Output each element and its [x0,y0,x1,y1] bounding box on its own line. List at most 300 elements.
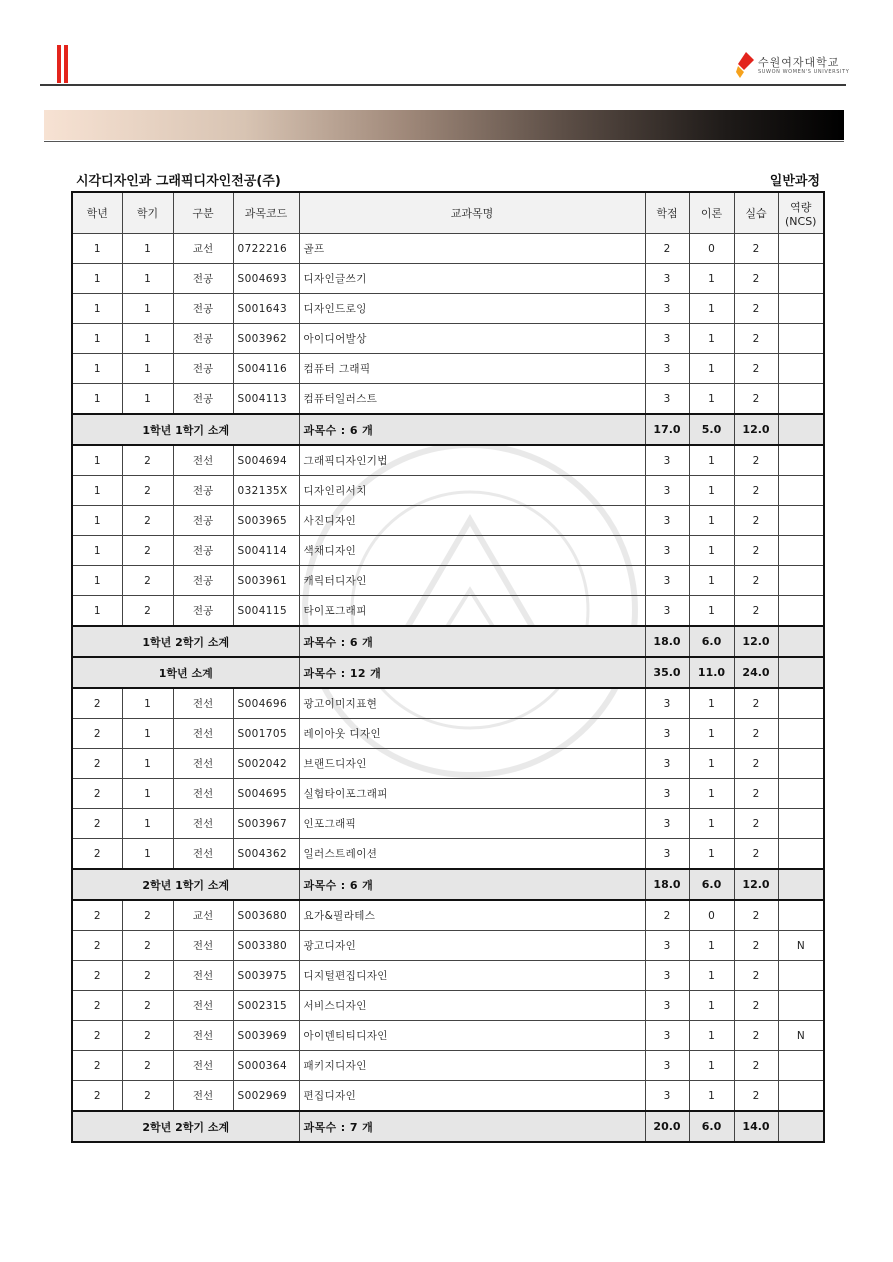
subtotal-credits: 35.0 [645,657,689,688]
subtotal-theory: 11.0 [689,657,734,688]
cell-course-code: S003380 [233,931,299,961]
subtotal-course-count: 과목수 : 6 개 [299,626,645,657]
cell-course-name: 레이아웃 디자인 [299,719,645,749]
cell-ncs: N [778,1021,824,1051]
subtotal-ncs [778,626,824,657]
cell-semester: 2 [122,596,173,627]
course-row [72,476,824,506]
cell-semester: 1 [122,688,173,719]
subtotal-course-count: 과목수 : 7 개 [299,1111,645,1142]
cell-theory: 1 [689,445,734,476]
cell-course-code: S003962 [233,324,299,354]
cell-course-name: 색채디자인 [299,536,645,566]
subtotal-label: 1학년 1학기 소계 [72,414,299,445]
cell-course-code: S000364 [233,1051,299,1081]
cell-course-code: 032135X [233,476,299,506]
cell-year: 1 [72,596,122,627]
cell-year: 2 [72,719,122,749]
subtotal-label: 1학년 소계 [72,657,299,688]
cell-practice: 2 [734,1081,778,1112]
cell-course-code: S003975 [233,961,299,991]
cell-credits: 3 [645,719,689,749]
cell-ncs [778,234,824,264]
cell-credits: 2 [645,234,689,264]
cell-practice: 2 [734,749,778,779]
header-divider [40,84,846,86]
cell-category: 전선 [173,749,233,779]
cell-category: 전선 [173,445,233,476]
cell-category: 전선 [173,839,233,870]
cell-course-code: S002315 [233,991,299,1021]
course-row [72,506,824,536]
course-row [72,688,824,719]
cell-practice: 2 [734,324,778,354]
cell-practice: 2 [734,354,778,384]
section-gradient-band [44,110,844,140]
course-row [72,596,824,627]
cell-category: 전공 [173,294,233,324]
cell-course-name: 사진디자인 [299,506,645,536]
course-row [72,779,824,809]
cell-ncs [778,809,824,839]
cell-course-code: S004693 [233,264,299,294]
cell-category: 교선 [173,234,233,264]
cell-semester: 1 [122,354,173,384]
cell-semester: 1 [122,294,173,324]
cell-year: 2 [72,900,122,931]
cell-theory: 1 [689,779,734,809]
cell-theory: 1 [689,961,734,991]
subtotal-row [72,1111,824,1142]
cell-ncs [778,536,824,566]
curriculum-table [71,191,825,1143]
cell-course-code: S003961 [233,566,299,596]
subtotal-ncs [778,1111,824,1142]
cell-theory: 1 [689,931,734,961]
cell-course-code: S004695 [233,779,299,809]
cell-category: 전선 [173,779,233,809]
subtotal-ncs [778,657,824,688]
cell-category: 전공 [173,264,233,294]
cell-course-name: 디지털편집디자인 [299,961,645,991]
subtotal-practice: 14.0 [734,1111,778,1142]
col-ncs-header: 역량 (NCS) [778,192,824,234]
course-row [72,234,824,264]
subtotal-row [72,414,824,445]
cell-course-name: 디자인글쓰기 [299,264,645,294]
cell-ncs [778,264,824,294]
cell-ncs [778,324,824,354]
subtotal-ncs [778,414,824,445]
cell-year: 2 [72,779,122,809]
course-row [72,264,824,294]
subtotal-course-count: 과목수 : 12 개 [299,657,645,688]
cell-category: 전공 [173,536,233,566]
cell-practice: 2 [734,384,778,415]
subtotal-course-count: 과목수 : 6 개 [299,414,645,445]
cell-credits: 3 [645,354,689,384]
cell-credits: 3 [645,779,689,809]
course-row [72,809,824,839]
cell-practice: 2 [734,719,778,749]
cell-theory: 1 [689,264,734,294]
cell-ncs [778,596,824,627]
cell-practice: 2 [734,1051,778,1081]
university-logo-icon [736,52,754,78]
cell-theory: 1 [689,1021,734,1051]
cell-category: 전공 [173,324,233,354]
cell-category: 전선 [173,1081,233,1112]
cell-theory: 1 [689,719,734,749]
cell-course-code: S004113 [233,384,299,415]
subtotal-practice: 12.0 [734,869,778,900]
cell-ncs [778,384,824,415]
col-credits-header: 학점 [645,192,689,234]
cell-credits: 3 [645,749,689,779]
course-row [72,566,824,596]
cell-course-name: 광고이미지표현 [299,688,645,719]
cell-course-name: 인포그래픽 [299,809,645,839]
subtotal-practice: 24.0 [734,657,778,688]
subtotal-theory: 6.0 [689,626,734,657]
cell-theory: 1 [689,688,734,719]
cell-year: 1 [72,384,122,415]
cell-category: 전선 [173,809,233,839]
cell-year: 1 [72,324,122,354]
cell-ncs [778,749,824,779]
cell-practice: 2 [734,779,778,809]
cell-year: 2 [72,961,122,991]
subtotal-course-count: 과목수 : 6 개 [299,869,645,900]
cell-course-code: S004115 [233,596,299,627]
logo-korean-name: 수원여자대학교 [758,56,840,69]
cell-year: 1 [72,566,122,596]
cell-practice: 2 [734,566,778,596]
cell-course-code: S004116 [233,354,299,384]
cell-ncs [778,354,824,384]
cell-course-name: 서비스디자인 [299,991,645,1021]
cell-credits: 3 [645,809,689,839]
cell-ncs [778,719,824,749]
subtotal-practice: 12.0 [734,626,778,657]
course-row [72,749,824,779]
cell-credits: 3 [645,294,689,324]
course-row [72,961,824,991]
cell-credits: 2 [645,900,689,931]
cell-category: 전선 [173,991,233,1021]
cell-semester: 1 [122,264,173,294]
cell-year: 2 [72,1051,122,1081]
cell-credits: 3 [645,688,689,719]
subtotal-label: 1학년 2학기 소계 [72,626,299,657]
cell-theory: 1 [689,536,734,566]
cell-semester: 2 [122,1021,173,1051]
subtotal-theory: 6.0 [689,1111,734,1142]
cell-credits: 3 [645,1051,689,1081]
cell-practice: 2 [734,264,778,294]
cell-year: 2 [72,1081,122,1112]
cell-course-name: 컴퓨터 그래픽 [299,354,645,384]
cell-practice: 2 [734,294,778,324]
cell-course-code: S002969 [233,1081,299,1112]
cell-practice: 2 [734,476,778,506]
cell-semester: 1 [122,384,173,415]
cell-course-name: 디자인드로잉 [299,294,645,324]
course-row [72,1081,824,1112]
cell-course-code: S003969 [233,1021,299,1051]
cell-practice: 2 [734,931,778,961]
cell-year: 2 [72,809,122,839]
cell-ncs [778,476,824,506]
cell-year: 2 [72,991,122,1021]
col-year-header: 학년 [72,192,122,234]
cell-course-code: S001643 [233,294,299,324]
subtotal-ncs [778,869,824,900]
cell-ncs [778,779,824,809]
cell-year: 1 [72,264,122,294]
cell-course-name: 편집디자인 [299,1081,645,1112]
cell-year: 1 [72,294,122,324]
cell-category: 전공 [173,506,233,536]
cell-practice: 2 [734,809,778,839]
cell-year: 1 [72,506,122,536]
subtotal-label: 2학년 1학기 소계 [72,869,299,900]
cell-course-name: 그래픽디자인기법 [299,445,645,476]
cell-ncs [778,688,824,719]
cell-practice: 2 [734,991,778,1021]
cell-year: 1 [72,536,122,566]
col-category-header: 구분 [173,192,233,234]
subtotal-practice: 12.0 [734,414,778,445]
cell-credits: 3 [645,536,689,566]
cell-course-name: 요가&필라테스 [299,900,645,931]
cell-course-code: S004114 [233,536,299,566]
cell-theory: 1 [689,354,734,384]
cell-course-name: 골프 [299,234,645,264]
cell-semester: 1 [122,719,173,749]
cell-year: 2 [72,931,122,961]
cell-credits: 3 [645,506,689,536]
cell-semester: 1 [122,839,173,870]
col-course-name-header: 교과목명 [299,192,645,234]
cell-course-name: 패키지디자인 [299,1051,645,1081]
cell-theory: 1 [689,1081,734,1112]
col-course-code-header: 과목코드 [233,192,299,234]
cell-practice: 2 [734,596,778,627]
cell-credits: 3 [645,1081,689,1112]
cell-category: 전공 [173,476,233,506]
cell-theory: 1 [689,991,734,1021]
cell-theory: 1 [689,566,734,596]
cell-semester: 2 [122,931,173,961]
subtotal-label: 2학년 2학기 소계 [72,1111,299,1142]
cell-credits: 3 [645,384,689,415]
cell-theory: 1 [689,1051,734,1081]
cell-year: 1 [72,445,122,476]
cell-category: 전공 [173,596,233,627]
subtotal-credits: 17.0 [645,414,689,445]
cell-semester: 2 [122,536,173,566]
cell-semester: 2 [122,961,173,991]
cell-category: 전공 [173,354,233,384]
cell-credits: 3 [645,324,689,354]
department-title: 시각디자인과 그래픽디자인전공(주) [76,174,281,189]
cell-year: 2 [72,749,122,779]
cell-course-code: S004694 [233,445,299,476]
cell-ncs [778,839,824,870]
cell-semester: 2 [122,1051,173,1081]
cell-ncs [778,1051,824,1081]
section-divider [44,141,844,142]
cell-credits: 3 [645,596,689,627]
subtotal-credits: 20.0 [645,1111,689,1142]
cell-ncs [778,900,824,931]
cell-ncs [778,991,824,1021]
cell-theory: 1 [689,324,734,354]
course-row [72,900,824,931]
table-header-row [72,192,824,234]
cell-semester: 2 [122,445,173,476]
cell-credits: 3 [645,476,689,506]
cell-semester: 1 [122,749,173,779]
cell-course-name: 아이덴티티디자인 [299,1021,645,1051]
cell-theory: 1 [689,384,734,415]
cell-category: 전선 [173,1051,233,1081]
cell-semester: 2 [122,476,173,506]
cell-course-code: S003680 [233,900,299,931]
cell-semester: 2 [122,1081,173,1112]
subtotal-theory: 5.0 [689,414,734,445]
course-row [72,445,824,476]
cell-course-name: 캐릭터디자인 [299,566,645,596]
cell-practice: 2 [734,1021,778,1051]
cell-credits: 3 [645,445,689,476]
course-row [72,294,824,324]
cell-theory: 0 [689,900,734,931]
cell-category: 전공 [173,566,233,596]
cell-ncs [778,445,824,476]
cell-credits: 3 [645,839,689,870]
course-row [72,384,824,415]
cell-course-name: 실험타이포그래피 [299,779,645,809]
cell-ncs [778,294,824,324]
cell-credits: 3 [645,931,689,961]
cell-course-code: S001705 [233,719,299,749]
cell-category: 전공 [173,384,233,415]
course-row [72,1021,824,1051]
cell-theory: 1 [689,476,734,506]
cell-theory: 0 [689,234,734,264]
cell-practice: 2 [734,234,778,264]
cell-course-name: 광고디자인 [299,931,645,961]
subtotal-row [72,869,824,900]
course-row [72,991,824,1021]
cell-semester: 2 [122,991,173,1021]
cell-course-name: 디자인리서치 [299,476,645,506]
cell-practice: 2 [734,445,778,476]
course-row [72,536,824,566]
cell-semester: 2 [122,566,173,596]
cell-ncs: N [778,931,824,961]
cell-semester: 1 [122,234,173,264]
cell-course-code: S003965 [233,506,299,536]
cell-theory: 1 [689,506,734,536]
cell-theory: 1 [689,294,734,324]
cell-ncs [778,961,824,991]
cell-category: 전선 [173,719,233,749]
cell-theory: 1 [689,596,734,627]
cell-year: 1 [72,354,122,384]
cell-credits: 3 [645,566,689,596]
cell-ncs [778,506,824,536]
subtotal-credits: 18.0 [645,626,689,657]
cell-practice: 2 [734,688,778,719]
cell-category: 전선 [173,931,233,961]
course-row [72,324,824,354]
cell-year: 1 [72,476,122,506]
cell-category: 전선 [173,961,233,991]
cell-year: 2 [72,839,122,870]
cell-credits: 3 [645,991,689,1021]
subtotal-credits: 18.0 [645,869,689,900]
cell-course-code: S004362 [233,839,299,870]
cell-semester: 2 [122,900,173,931]
course-row [72,1051,824,1081]
header-red-bar-right [64,45,68,83]
cell-course-name: 브랜드디자인 [299,749,645,779]
col-practice-header: 실습 [734,192,778,234]
cell-theory: 1 [689,809,734,839]
cell-category: 전선 [173,1021,233,1051]
subtotal-row [72,657,824,688]
cell-course-code: S002042 [233,749,299,779]
cell-category: 전선 [173,688,233,719]
program-type: 일반과정 [769,174,820,189]
cell-course-code: S003967 [233,809,299,839]
cell-semester: 1 [122,809,173,839]
cell-credits: 3 [645,961,689,991]
cell-year: 2 [72,1021,122,1051]
subtotal-theory: 6.0 [689,869,734,900]
cell-category: 교선 [173,900,233,931]
cell-course-code: S004696 [233,688,299,719]
cell-semester: 1 [122,324,173,354]
header-red-bar-left [57,45,61,83]
cell-year: 2 [72,688,122,719]
cell-course-code: 0722216 [233,234,299,264]
cell-theory: 1 [689,749,734,779]
col-theory-header: 이론 [689,192,734,234]
logo-english-name: SUWON WOMEN'S UNIVERSITY [758,69,850,75]
cell-practice: 2 [734,536,778,566]
cell-course-name: 아이디어발상 [299,324,645,354]
course-row [72,839,824,870]
subtotal-row [72,626,824,657]
cell-credits: 3 [645,264,689,294]
cell-theory: 1 [689,839,734,870]
cell-year: 1 [72,234,122,264]
cell-semester: 1 [122,779,173,809]
cell-practice: 2 [734,506,778,536]
cell-course-name: 컴퓨터일러스트 [299,384,645,415]
cell-practice: 2 [734,961,778,991]
cell-ncs [778,566,824,596]
cell-credits: 3 [645,1021,689,1051]
course-row [72,719,824,749]
cell-ncs [778,1081,824,1112]
cell-semester: 2 [122,506,173,536]
cell-course-name: 타이포그래피 [299,596,645,627]
